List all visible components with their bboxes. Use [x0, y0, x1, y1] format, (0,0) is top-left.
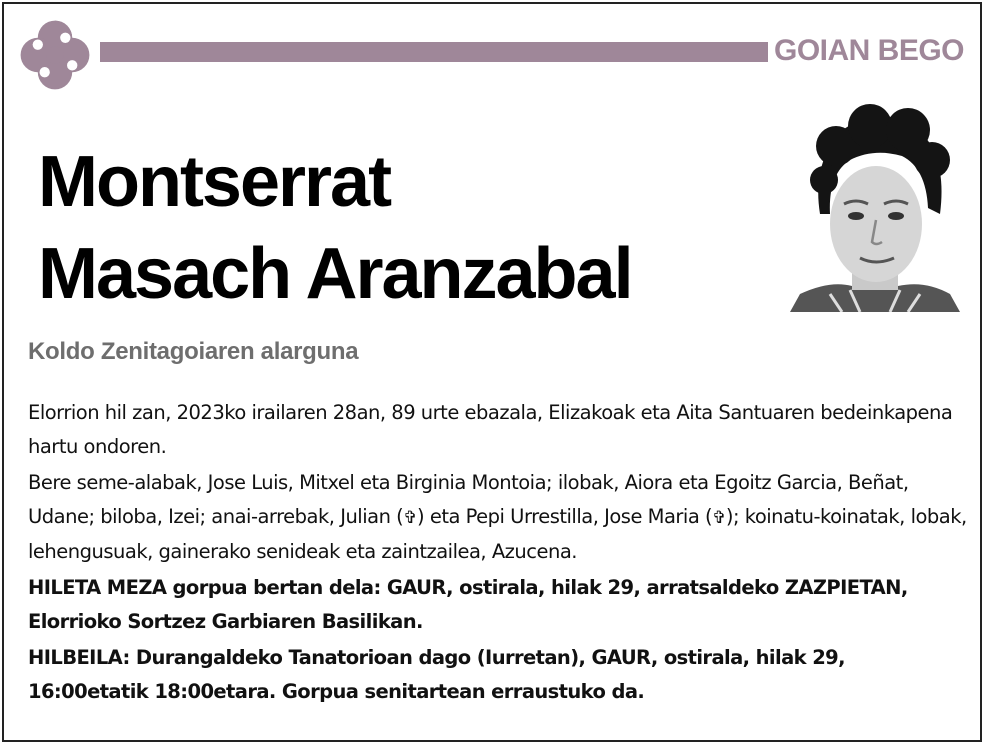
subtitle: Koldo Zenitagoiaren alarguna	[28, 338, 359, 365]
header-bar	[100, 42, 768, 62]
portrait-photo	[790, 104, 960, 312]
family-text-1: Bere seme-alabak, Jose Luis, Mitxel eta Birginia Montoia; ilobak, Aiora eta Egoitz Garcia, Beñat, Udane; biloba, Izei; anai-arrebak, Julian (	[28, 471, 909, 528]
paragraph-funeral-mass: HILETA MEZA gorpua bertan dela: GAUR, ostirala, hilak 29, arratsaldeko ZAZPIETAN, Elorrioko Sortzez Garbiaren Basilikan.	[28, 576, 908, 633]
obituary-notice	[2, 2, 982, 742]
paragraph-wake: HILBEILA: Durangaldeko Tanatorioan dago (Iurretan), GAUR, ostirala, hilak 29, 16:00etatik 18:00etara. Gorpua senitartean erraustuko da.	[28, 646, 845, 703]
name-line-1: Montserrat	[38, 142, 391, 222]
cross-icon: ✞	[403, 508, 418, 528]
family-text-2: ) eta Pepi Urrestilla, Jose Maria (	[417, 505, 713, 528]
cross-icon: ✞	[712, 508, 726, 528]
notice-body	[28, 396, 968, 711]
family-text-3: ); koinatu-koinatak, lobak, lehengusuak, gainerako senideak eta zaintzailea, Azucena.	[28, 505, 967, 563]
paragraph-family	[28, 466, 968, 569]
header-label: GOIAN BEGO	[774, 34, 965, 67]
deceased-name	[38, 136, 632, 320]
lauburu-icon	[12, 12, 98, 98]
paragraph-death: Elorrion hil zan, 2023ko irailaren 28an, 89 urte ebazala, Elizakoak eta Aita Santuaren bedeinkapena hartu ondoren.	[28, 401, 953, 458]
name-line-2: Masach Aranzabal	[38, 234, 632, 314]
